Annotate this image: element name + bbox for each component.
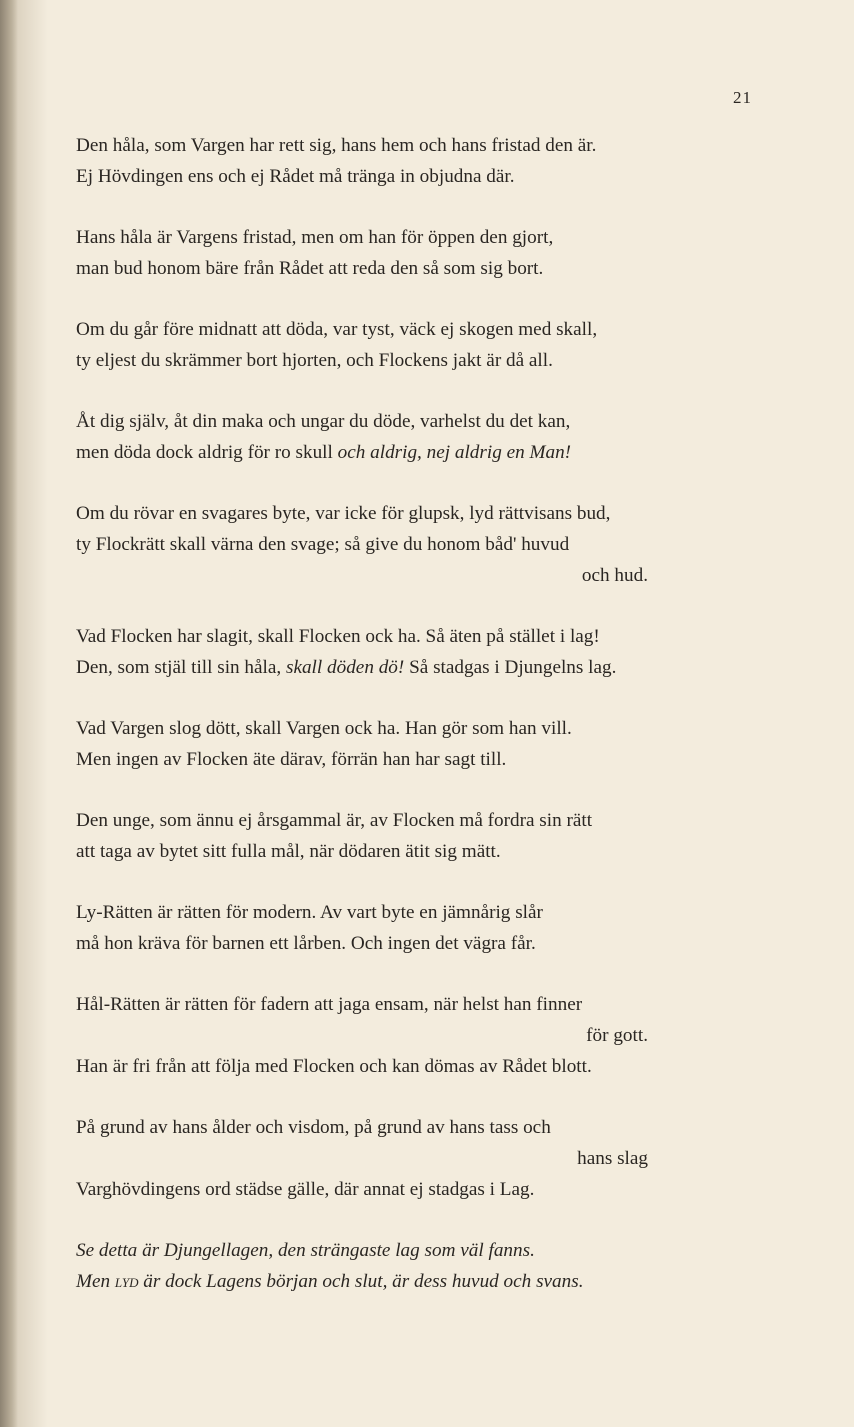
verse-segment: Så stadgas i Djungelns lag. (404, 657, 617, 678)
verse-line: Ej Hövdingen ens och ej Rådet må tränga in objudna där. (76, 166, 515, 187)
poem-body (76, 130, 788, 1297)
verse-line (76, 1266, 788, 1297)
verse-line: Den unge, som ännu ej årsgammal är, av Flocken må fordra sin rätt (76, 810, 593, 831)
verse-line: Om du går före midnatt att döda, var tyst, väck ej skogen med skall, (76, 319, 598, 340)
verse-line: Ly-Rätten är rätten för modern. Av vart byte en jämnårig slår (76, 902, 543, 923)
verse-line: På grund av hans ålder och visdom, på grund av hans tass och (76, 1117, 551, 1138)
verse-line: Hans håla är Vargens fristad, men om han för öppen den gjort, (76, 227, 554, 248)
verse-line: må hon kräva för barnen ett lårben. Och ingen det vägra får. (76, 933, 536, 954)
stanza-closing (76, 1235, 788, 1297)
stanza-4 (76, 406, 788, 468)
verse-emphasis: och aldrig, nej aldrig en Man! (337, 442, 572, 463)
verse-line: Se detta är Djungellagen, den strängaste lag som väl fanns. (76, 1240, 535, 1261)
verse-line: Om du rövar en svagares byte, var icke för glupsk, lyd rättvisans bud, (76, 503, 611, 524)
verse-line: ty eljest du skrämmer bort hjorten, och Flockens jakt är då all. (76, 350, 553, 371)
stanza-11 (76, 1112, 788, 1205)
stanza-1 (76, 130, 788, 192)
verse-line: ty Flockrätt skall värna den svage; så give du honom båd' huvud (76, 534, 570, 555)
verse-line: Åt dig själv, åt din maka och ungar du döde, varhelst du det kan, (76, 411, 571, 432)
stanza-8 (76, 805, 788, 867)
verse-continuation: för gott. (586, 1025, 648, 1046)
verse-segment: är dock Lagens början och slut, är dess huvud och svans. (138, 1271, 584, 1292)
page-number: 21 (733, 88, 752, 107)
verse-line: Hål-Rätten är rätten för fadern att jaga ensam, när helst han finner (76, 994, 583, 1015)
verse-line: att taga av bytet sitt fulla mål, när dödaren ätit sig mätt. (76, 841, 501, 862)
verse-line: Vad Flocken har slagit, skall Flocken ock ha. Så äten på stället i lag! (76, 626, 600, 647)
verse-line: Men ingen av Flocken äte därav, förrän han har sagt till. (76, 749, 507, 770)
stanza-2 (76, 222, 788, 284)
stanza-10 (76, 989, 788, 1082)
verse-line (76, 437, 788, 468)
verse-small-caps: lyd (114, 1271, 139, 1292)
stanza-9 (76, 897, 788, 959)
verse-segment: men döda dock aldrig för ro skull (76, 442, 338, 463)
verse-line: Vad Vargen slog dött, skall Vargen ock ha. Han gör som han vill. (76, 718, 572, 739)
verse-segment: Den, som stjäl till sin håla, (76, 657, 286, 678)
stanza-3 (76, 314, 788, 376)
verse-continuation: hans slag (577, 1148, 648, 1169)
verse-line: man bud honom bäre från Rådet att reda den så som sig bort. (76, 258, 544, 279)
stanza-6 (76, 621, 788, 683)
verse-segment: Men (76, 1271, 115, 1292)
verse-line: Den håla, som Vargen har rett sig, hans hem och hans fristad den är. (76, 135, 597, 156)
verse-line (76, 652, 788, 683)
verse-line: Han är fri från att följa med Flocken och kan dömas av Rådet blott. (76, 1056, 592, 1077)
verse-continuation: och hud. (581, 565, 648, 586)
stanza-7 (76, 713, 788, 775)
stanza-5 (76, 498, 788, 591)
book-spine-shadow (0, 0, 18, 1427)
verse-line: Varghövdingens ord städse gälle, där annat ej stadgas i Lag. (76, 1179, 535, 1200)
verse-emphasis: skall döden dö! (285, 657, 405, 678)
